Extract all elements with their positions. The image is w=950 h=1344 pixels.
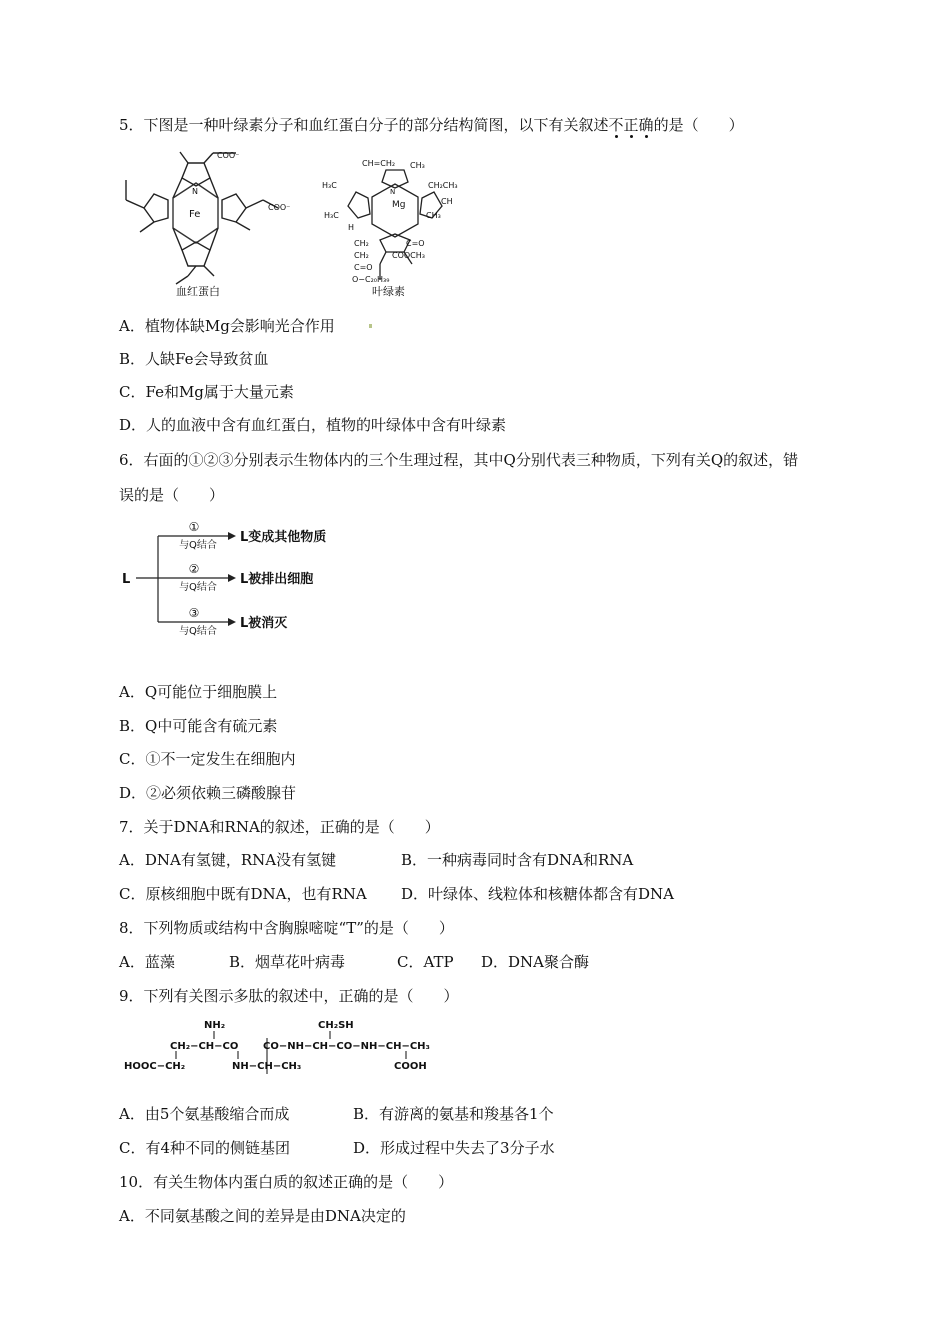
svg-text:CH₃: CH₃ [410, 161, 425, 170]
q9-option-d: D．形成过程中失去了3分子水 [353, 1139, 555, 1157]
svg-text:与Q结合: 与Q结合 [179, 582, 217, 593]
heme-structure-figure [118, 148, 303, 298]
svg-text:CH₂: CH₂ [354, 251, 369, 260]
question-9-stem: 9．下列有关图示多肽的叙述中，正确的是（ ） [119, 987, 459, 1005]
q7-option-c: C．原核细胞中既有DNA，也有RNA [119, 885, 367, 903]
question-8-stem: 8．下列物质或结构中含胸腺嘧啶“T”的是（ ） [119, 919, 454, 937]
svg-text:CH=CH₂: CH=CH₂ [362, 159, 396, 168]
svg-text:HOOC−CH₂: HOOC−CH₂ [124, 1061, 186, 1072]
q8-option-a: A．蓝藻 [119, 953, 175, 971]
diagram-start-l: L [122, 572, 131, 587]
svg-text:N: N [390, 188, 396, 196]
q7-option-b: B．一种病毒同时含有DNA和RNA [401, 851, 634, 869]
svg-text:CH₂: CH₂ [354, 239, 369, 248]
q6-process-diagram [118, 518, 358, 644]
q5-option-a: A．植物体缺Mg会影响光合作用 [119, 317, 335, 335]
svg-text:CH: CH [441, 197, 453, 206]
q8-option-b: B．烟草花叶病毒 [229, 953, 346, 971]
q6-option-b: B．Q中可能含有硫元素 [119, 717, 278, 735]
question-5-stem: 5．下图是一种叶绿素分子和血红蛋白分子的部分结构简图，以下有关叙述不正确 的是（ ） [119, 115, 744, 135]
svg-text:Fe: Fe [189, 209, 201, 220]
polypeptide-formula [118, 1016, 478, 1080]
speck [369, 324, 372, 328]
q8-option-d: D．DNA聚合酶 [481, 953, 590, 971]
q9-option-c: C．有4种不同的侧链基团 [119, 1139, 291, 1157]
svg-text:C=O: C=O [354, 263, 373, 272]
chlorophyll-structure-figure [320, 152, 490, 300]
svg-text:③: ③ [188, 606, 200, 620]
svg-text:L变成其他物质: L变成其他物质 [240, 530, 327, 545]
q7-option-a: A．DNA有氢键，RNA没有氢键 [119, 851, 337, 869]
q9-option-a: A．由5个氨基酸缩合而成 [119, 1105, 290, 1123]
svg-text:COOCH₃: COOCH₃ [392, 251, 425, 260]
svg-text:①: ① [188, 520, 200, 534]
q9-option-b: B．有游离的氨基和羧基各1个 [353, 1105, 554, 1123]
svg-text:H₃C: H₃C [324, 211, 339, 220]
q10-option-a: A．不同氨基酸之间的差异是由DNA决定的 [119, 1207, 406, 1225]
q7-option-d: D．叶绿体、线粒体和核糖体都含有DNA [401, 885, 675, 903]
svg-text:NH−CH−CH₃: NH−CH−CH₃ [232, 1061, 302, 1072]
q6-option-a: A．Q可能位于细胞膜上 [119, 683, 278, 701]
svg-text:②: ② [188, 562, 200, 576]
q5-option-c: C．Fe和Mg属于大量元素 [119, 383, 294, 401]
q5-option-d: D．人的血液中含有血红蛋白，植物的叶绿体中含有叶绿素 [119, 416, 507, 434]
svg-text:N: N [192, 187, 198, 196]
svg-text:H: H [348, 223, 355, 232]
svg-text:H₃C: H₃C [322, 181, 337, 190]
svg-text:L被消灭: L被消灭 [240, 616, 288, 631]
question-10-stem: 10．有关生物体内蛋白质的叙述正确的是（ ） [119, 1173, 454, 1191]
svg-text:与Q结合: 与Q结合 [179, 626, 217, 637]
svg-text:CH₂CH₃: CH₂CH₃ [428, 181, 458, 190]
emphasis-not-correct: 不正确 [609, 116, 654, 134]
svg-text:COO⁻: COO⁻ [217, 151, 240, 160]
svg-text:CH₂−CH−CO: CH₂−CH−CO [170, 1041, 239, 1052]
svg-text:NH₂: NH₂ [204, 1020, 226, 1031]
svg-text:COO⁻: COO⁻ [268, 203, 291, 212]
svg-text:与Q结合: 与Q结合 [179, 540, 217, 551]
q6-option-d: D．②必须依赖三磷酸腺苷 [119, 784, 297, 802]
svg-text:CO−NH−CH−CO−NH−CH−CH₃: CO−NH−CH−CO−NH−CH−CH₃ [263, 1041, 430, 1052]
q5-option-b: B．人缺Fe会导致贫血 [119, 350, 269, 368]
svg-text:O−C₂₀H₃₉: O−C₂₀H₃₉ [352, 275, 390, 284]
svg-text:CH₂SH: CH₂SH [318, 1020, 354, 1031]
chlorophyll-label: 叶绿素 [372, 285, 405, 298]
q8-option-c: C．ATP [397, 953, 454, 971]
svg-text:L被排出细胞: L被排出细胞 [240, 572, 314, 587]
svg-text:CH₃: CH₃ [426, 211, 441, 220]
svg-text:COOH: COOH [394, 1061, 427, 1072]
question-6-stem-line1: 6．右面的①②③分别表示生物体内的三个生理过程，其中Q分别代表三种物质，下列有关Q的叙述，错 [119, 451, 799, 469]
heme-label: 血红蛋白 [176, 285, 220, 298]
q6-option-c: C．①不一定发生在细胞内 [119, 750, 296, 768]
svg-text:C=O: C=O [406, 239, 425, 248]
question-7-stem: 7．关于DNA和RNA的叙述，正确的是（ ） [119, 818, 440, 836]
svg-text:Mg: Mg [392, 200, 406, 210]
question-6-stem-line2: 误的是（ ） [119, 486, 225, 504]
